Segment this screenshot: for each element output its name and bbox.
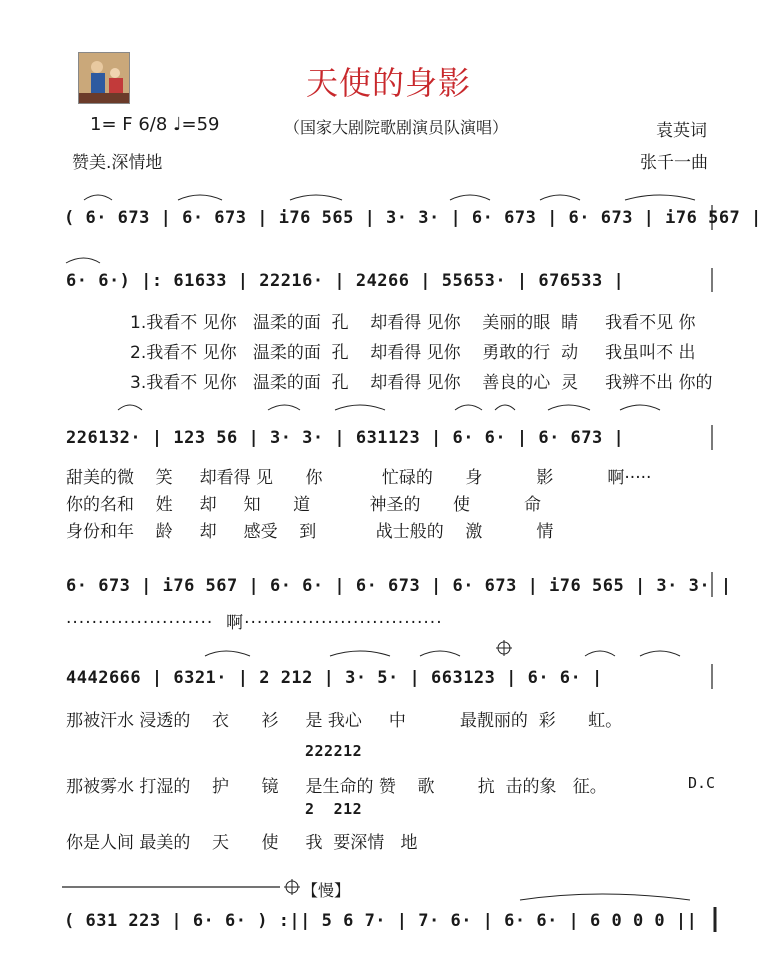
tempo-slow-mark: 【慢】 [302,881,351,900]
verse1-lyrics-a: 1.我看不 见你 温柔的面 孔 却看得 见你 美丽的眼 睛 我看不见 你 [130,313,696,333]
song-title: 天使的身影 [306,64,472,102]
ah-dots-line: ······················· 啊······························· [66,613,443,633]
performer-subtitle: （国家大剧院歌剧演员队演唱） [284,118,509,137]
score-line-4: 6· 673 | i76 567 | 6· 6· | 6· 673 | 6· 673 | i76 565 | 3· 3· | [66,576,732,596]
score-line-5c: 2 212 [305,800,363,818]
verse3-lyrics-a: 3.我看不 见你 温柔的面 孔 却看得 见你 善良的心 灵 我辨不出 你的 [130,373,713,393]
dc-mark: D.C [688,774,716,792]
score-line-5b: 222212 [305,742,363,760]
verse3-lyrics-b: 身份和年 龄 却 感受 到 战士般的 激 情 [66,522,554,542]
verse1-lyrics-c: 那被汗水 浸透的 衣 衫 是 我心 中 最靓丽的 彩 虹。 [66,711,623,731]
verse2-lyrics-b: 你的名和 姓 却 知 道 神圣的 使 命 [66,495,541,515]
score-line-2: 6· 6·) |: 61633 | 22216· | 24266 | 55653· | 676533 | [66,271,625,291]
key-signature: 1= F 6/8 ♩=59 [90,114,220,135]
composer: 张千一曲 [640,153,708,173]
verse3-lyrics-c: 你是人间 最美的 天 使 我 要深情 地 [66,833,418,853]
score-line-5: 4442666 | 6321· | 2 212 | 3· 5· | 663123 | 6· 6· | [66,668,603,688]
verse1-lyrics-b: 甜美的微 笑 却看得 见 你 忙碌的 身 影 啊····· [66,468,652,488]
score-line-3: 226132· | 123 56 | 3· 3· | 631123 | 6· 6· | 6· 673 | [66,428,625,448]
expression-mark: 赞美.深情地 [72,153,163,173]
score-line-6: ( 631 223 | 6· 6· ) :|| 5 6 7· | 7· 6· | 6· 6· | 6 0 0 0 || [64,911,698,931]
verse2-lyrics-c: 那被雾水 打湿的 护 镜 是生命的 赞 歌 抗 击的象 征。 [66,777,607,797]
lyricist: 袁英词 [656,121,707,141]
score-line-1: ( 6· 673 | 6· 673 | i76 565 | 3· 3· | 6· 673 | 6· 673 | i76 567 | [64,208,762,228]
verse2-lyrics-a: 2.我看不 见你 温柔的面 孔 却看得 见你 勇敢的行 动 我虽叫不 出 [130,343,696,363]
